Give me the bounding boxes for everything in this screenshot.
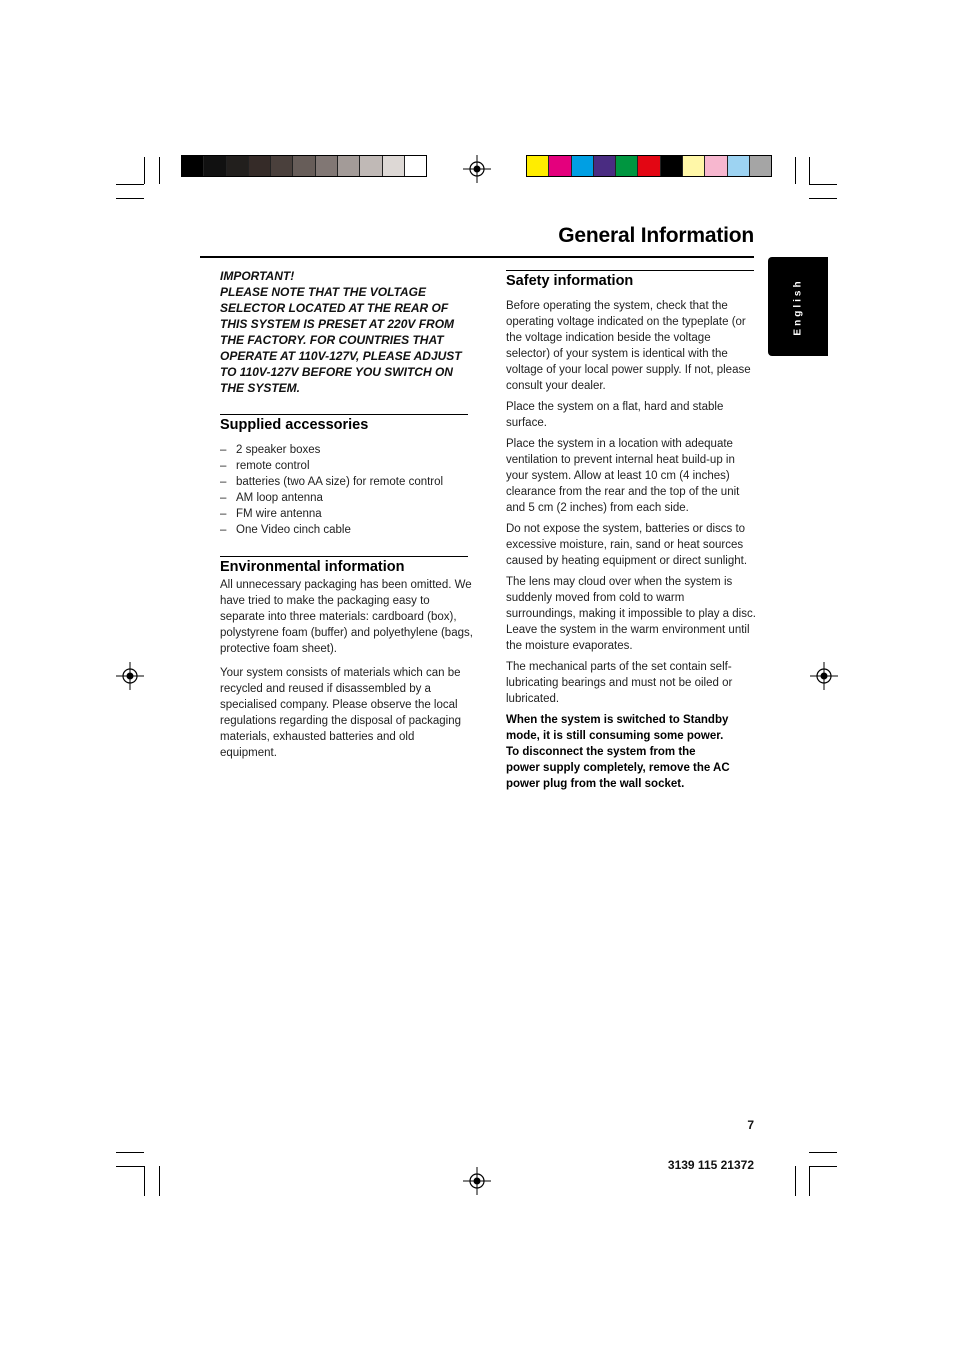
paragraph: Place the system on a flat, hard and stable surface.	[506, 401, 724, 429]
language-tab-label: English	[792, 278, 804, 336]
color-swatch	[204, 156, 226, 176]
color-swatch	[227, 156, 249, 176]
list-item: – remote control	[220, 460, 310, 472]
registration-mark-icon	[463, 155, 491, 183]
notice-line: THIS SYSTEM IS PRESET AT 220V FROM	[220, 317, 455, 331]
title-divider	[200, 256, 754, 258]
safety-body	[506, 298, 756, 797]
color-swatch	[271, 156, 293, 176]
document-number: 3139 115 21372	[667, 1158, 754, 1172]
list-item: – 2 speaker boxes	[220, 444, 321, 456]
notice-line: THE SYSTEM.	[220, 381, 301, 395]
notice-line: SELECTOR LOCATED AT THE REAR OF	[220, 301, 449, 315]
color-swatch	[661, 156, 683, 176]
paragraph: All unnecessary packaging has been omitted. We have tried to make the packaging easy to separate into three materials: cardboard (box), polystyrene foam (buffer) and polyethylene (bags, protective foam sheet).	[220, 579, 473, 655]
color-swatch	[728, 156, 750, 176]
section-heading-supplied-accessories: Supplied accessories	[220, 417, 369, 433]
color-swatch	[594, 156, 616, 176]
registration-mark-icon	[116, 662, 144, 690]
paragraph: Your system consists of materials which can be recycled and reused if disassembled by a specialised company. Please observe the local regulations regarding the disposal of packaging materials, exhausted batteries and old equipment.	[220, 667, 462, 759]
list-item: – FM wire antenna	[220, 508, 322, 520]
color-swatch	[705, 156, 727, 176]
color-swatch	[750, 156, 771, 176]
language-tab	[768, 257, 828, 356]
accessories-list	[220, 442, 443, 538]
color-swatch	[293, 156, 315, 176]
paragraph: Before operating the system, check that the operating voltage indicated on the typeplate (or the voltage indication beside the voltage selector) of your system is identical with the voltage of your local power supply. If not, please consult your dealer.	[506, 300, 751, 392]
color-swatch	[527, 156, 549, 176]
paragraph: Do not expose the system, batteries or discs to excessive moisture, rain, sand or heat sources caused by heating equipment or direct sunlight.	[506, 523, 748, 567]
color-swatch	[549, 156, 571, 176]
notice-line: TO 110V-127V BEFORE YOU SWITCH ON	[220, 365, 453, 379]
color-swatch	[405, 156, 426, 176]
color-swatch	[638, 156, 660, 176]
list-item: – batteries (two AA size) for remote control	[220, 476, 444, 488]
section-heading-environmental: Environmental information	[220, 559, 405, 575]
color-swatch	[316, 156, 338, 176]
color-swatch	[249, 156, 271, 176]
registration-mark-icon	[463, 1167, 491, 1195]
notice-line: OPERATE AT 110V-127V, PLEASE ADJUST	[220, 349, 462, 363]
standby-warning: When the system is switched to Standby mode, it is still consuming some power. To disconnect the system from the power supply completely, remove the AC power plug from the wall socket.	[506, 714, 730, 790]
paragraph: The mechanical parts of the set contain self- lubricating bearings and must not be oiled or lubricated.	[506, 661, 733, 705]
page-title: General Information	[558, 224, 754, 247]
color-strip	[526, 155, 772, 177]
paragraph: Place the system in a location with adequate ventilation to prevent internal heat build-up in your system. Allow at least 10 cm (4 inches) clearance from the rear and the top of the unit and 5 cm (2 inches) from each side.	[506, 438, 740, 514]
color-swatch	[572, 156, 594, 176]
color-swatch	[360, 156, 382, 176]
paragraph: The lens may cloud over when the system is suddenly moved from cold to warm surroundings, making it impossible to play a disc. Leave the system in the warm environment until the moisture evaporates.	[506, 576, 756, 652]
section-heading-safety: Safety information	[506, 273, 634, 289]
color-swatch	[383, 156, 405, 176]
color-swatch	[338, 156, 360, 176]
grayscale-strip	[181, 155, 427, 177]
notice-line: IMPORTANT!	[220, 269, 295, 283]
environmental-body	[220, 577, 473, 766]
notice-line: THE FACTORY. FOR COUNTRIES THAT	[220, 333, 444, 347]
registration-mark-icon	[810, 662, 838, 690]
color-swatch	[683, 156, 705, 176]
list-item: – One Video cinch cable	[220, 524, 351, 536]
color-swatch	[182, 156, 204, 176]
page-number: 7	[747, 1118, 754, 1132]
notice-line: PLEASE NOTE THAT THE VOLTAGE	[220, 285, 427, 299]
important-notice	[220, 268, 470, 396]
color-swatch	[616, 156, 638, 176]
list-item: – AM loop antenna	[220, 492, 323, 504]
